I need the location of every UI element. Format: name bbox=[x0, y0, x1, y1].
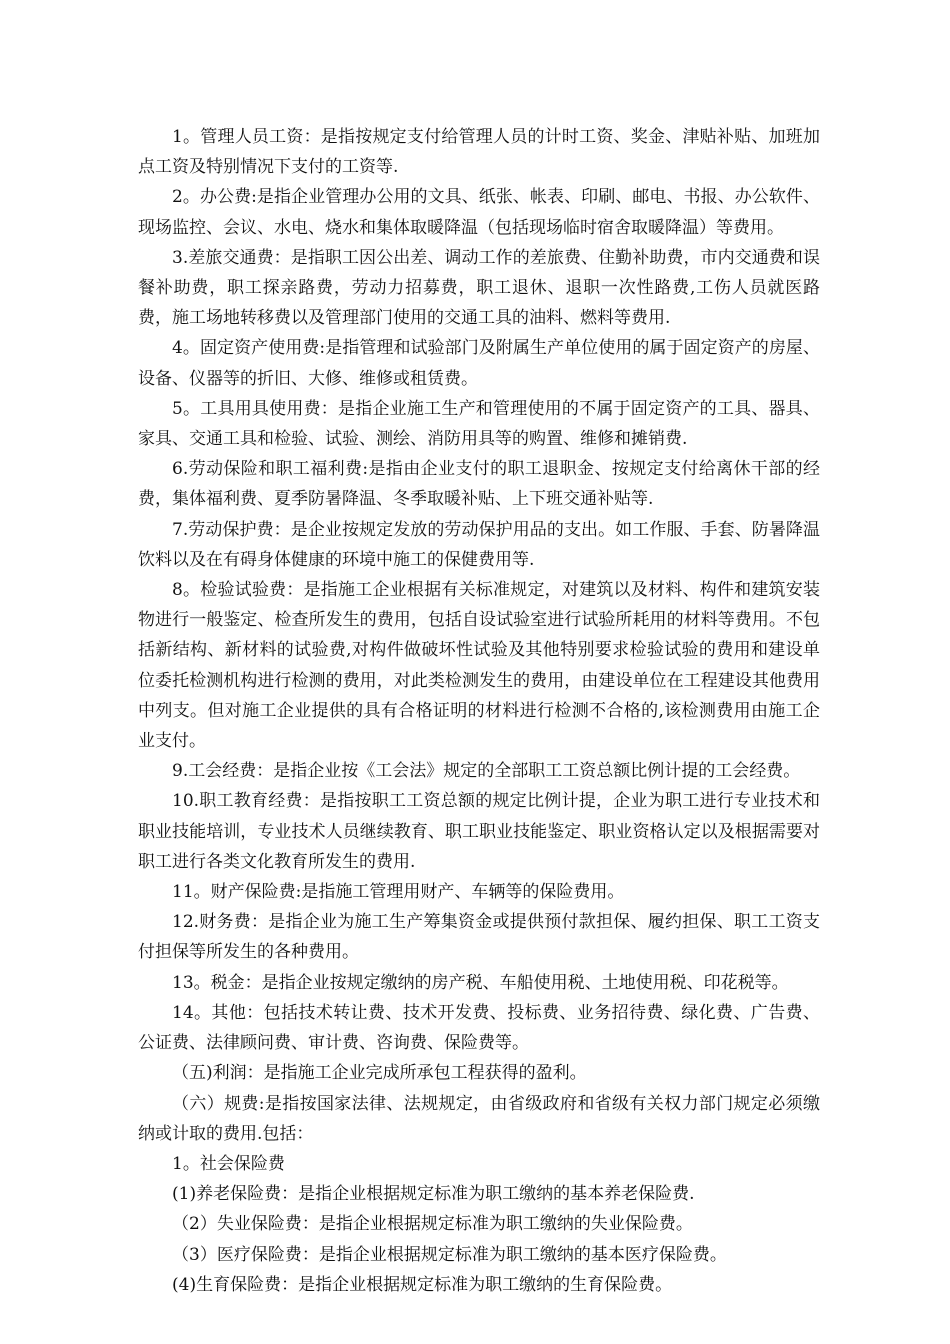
paragraph-union-fee: 9.工会经费：是指企业按《工会法》规定的全部职工工资总额比例计提的工会经费。 bbox=[172, 761, 801, 782]
paragraph-office-expense: 2。办公费:是指企业管理办公用的文具、纸张、帐表、印刷、邮电、书报、办公软件、现场监控、会议、水电、烧水和集体取暖降温（包括现场临时宿舍取暖降温）等费用。 bbox=[138, 187, 820, 238]
paragraph-social-insurance-heading: 1。社会保险费 bbox=[172, 1153, 285, 1174]
paragraph-travel-expense: 3.差旅交通费：是指职工因公出差、调动工作的差旅费、住勤补助费，市内交通费和误餐补助费，职工探亲路费，劳动力招募费，职工退休、退职一次性路费,工伤人员就医路费，施工场地转移费以及管理部门使用的交通工具的油料、燃料等费用. bbox=[138, 247, 820, 329]
document-body bbox=[138, 122, 820, 1300]
paragraph-unemployment-insurance: （2）失业保险费：是指企业根据规定标准为职工缴纳的失业保险费。 bbox=[172, 1214, 693, 1235]
paragraph-maternity-insurance: (4)生育保险费：是指企业根据规定标准为职工缴纳的生育保险费。 bbox=[172, 1274, 673, 1295]
paragraph-labor-protection: 7.劳动保护费：是企业按规定发放的劳动保护用品的支出。如工作服、手套、防暑降温饮料以及在有碍身体健康的环境中施工的保健费用等. bbox=[138, 519, 820, 570]
paragraph-profit: （五)利润：是指施工企业完成所承包工程获得的盈利。 bbox=[172, 1063, 587, 1084]
paragraph-medical-insurance: （3）医疗保险费：是指企业根据规定标准为职工缴纳的基本医疗保险费。 bbox=[172, 1244, 727, 1265]
paragraph-regulatory-fees: （六）规费:是指按国家法律、法规规定，由省级政府和省级有关权力部门规定必须缴纳或计取的费用.包括： bbox=[138, 1093, 820, 1144]
paragraph-inspection-fee: 8。检验试验费：是指施工企业根据有关标准规定，对建筑以及材料、构件和建筑安装物进行一般鉴定、检查所发生的费用，包括自设试验室进行试验所耗用的材料等费用。不包括新结构、新材料的试验费,对构件做破坏性试验及其他特别要求检验试验的费用和建设单位委托检测机构进行检测的费用，对此类检测发生的费用，由建设单位在工程建设其他费用中列支。但对施工企业提供的具有合格证明的材料进行检测不合格的,该检测费用由施工企业支付。 bbox=[138, 580, 820, 752]
paragraph-labor-insurance: 6.劳动保险和职工福利费:是指由企业支付的职工退职金、按规定支付给离休干部的经费，集体福利费、夏季防暑降温、冬季取暖补贴、上下班交通补贴等. bbox=[138, 459, 820, 510]
paragraph-tool-fee: 5。工具用具使用费：是指企业施工生产和管理使用的不属于固定资产的工具、器具、家具、交通工具和检验、试验、测绘、消防用具等的购置、维修和摊销费. bbox=[138, 398, 820, 450]
paragraph-pension-insurance: (1)养老保险费：是指企业根据规定标准为职工缴纳的基本养老保险费. bbox=[172, 1184, 695, 1205]
paragraph-management-salary: 1。管理人员工资：是指按规定支付给管理人员的计时工资、奖金、津贴补贴、加班加点工资及特别情况下支付的工资等. bbox=[138, 127, 820, 178]
paragraph-finance-fee: 12.财务费：是指企业为施工生产筹集资金或提供预付款担保、履约担保、职工工资支付担保等所发生的各种费用。 bbox=[138, 912, 820, 963]
paragraph-education-fee: 10.职工教育经费：是指按职工工资总额的规定比例计提，企业为职工进行专业技术和职业技能培训，专业技术人员继续教育、职工职业技能鉴定、职业资格认定以及根据需要对职工进行各类文化教育所发生的费用. bbox=[138, 791, 820, 872]
paragraph-other: 14。其他：包括技术转让费、技术开发费、投标费、业务招待费、绿化费、广告费、公证费、法律顾问费、审计费、咨询费、保险费等。 bbox=[138, 1002, 820, 1054]
paragraph-fixed-asset-fee: 4。固定资产使用费:是指管理和试验部门及附属生产单位使用的属于固定资产的房屋、设备、仪器等的折旧、大修、维修或租赁费。 bbox=[138, 338, 820, 389]
paragraph-taxes: 13。税金：是指企业按规定缴纳的房产税、车船使用税、土地使用税、印花税等。 bbox=[172, 972, 789, 993]
paragraph-property-insurance: 11。财产保险费:是指施工管理用财产、车辆等的保险费用。 bbox=[172, 882, 625, 903]
